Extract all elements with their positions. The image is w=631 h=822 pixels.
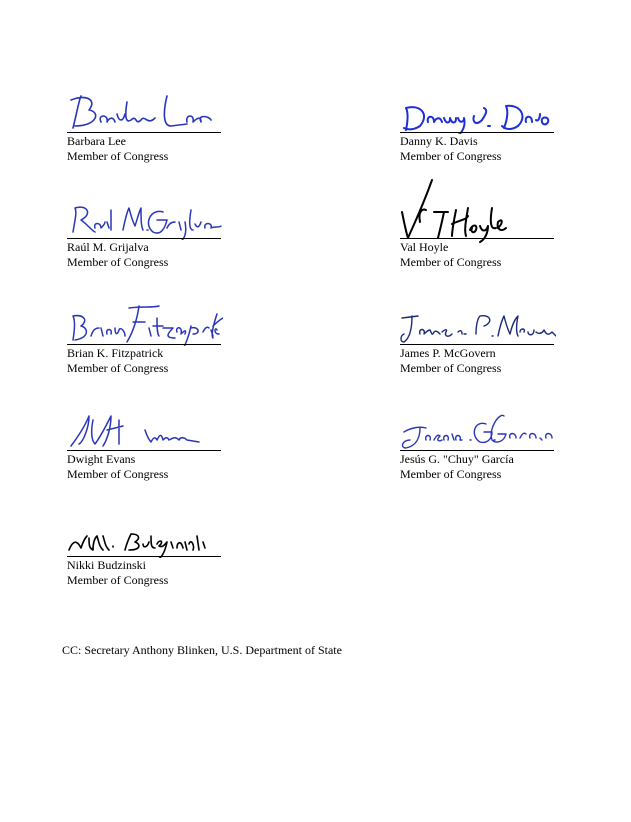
signatory-title: Member of Congress [400,255,502,269]
signatory-title: Member of Congress [400,467,502,481]
signatory-name: James P. McGovern [400,346,496,360]
handwritten-signature [67,198,223,240]
handwritten-signature [400,92,556,134]
signature-line [67,344,221,345]
signatory-title: Member of Congress [400,149,502,163]
signature-line [400,450,554,451]
handwritten-signature [67,410,223,452]
signature-line [67,132,221,133]
signatory-title: Member of Congress [400,361,502,375]
cc-line: CC: Secretary Anthony Blinken, U.S. Department of State [62,643,342,657]
handwritten-signature [400,410,556,452]
signatory-name: Brian K. Fitzpatrick [67,346,164,360]
signature-line [400,344,554,345]
signature-line [67,556,221,557]
handwritten-signature [67,516,223,558]
signatory-title: Member of Congress [67,361,169,375]
signatory-name: Barbara Lee [67,134,126,148]
signature-line [67,450,221,451]
signatory-name: Danny K. Davis [400,134,478,148]
handwritten-signature [67,304,223,346]
signatory-name: Nikki Budzinski [67,558,147,572]
signatory-title: Member of Congress [67,255,169,269]
signatory-name: Dwight Evans [67,452,136,466]
signature-line [400,238,554,239]
signature-line [67,238,221,239]
signature-line [400,132,554,133]
signatory-title: Member of Congress [67,149,169,163]
signatory-name: Jesús G. "Chuy" García [400,452,514,466]
signatory-name: Raúl M. Grijalva [67,240,149,254]
signatory-title: Member of Congress [67,467,169,481]
handwritten-signature [67,92,223,134]
signatory-name: Val Hoyle [400,240,449,254]
signatory-title: Member of Congress [67,573,169,587]
handwritten-signature [400,304,556,346]
handwritten-signature [400,198,556,240]
